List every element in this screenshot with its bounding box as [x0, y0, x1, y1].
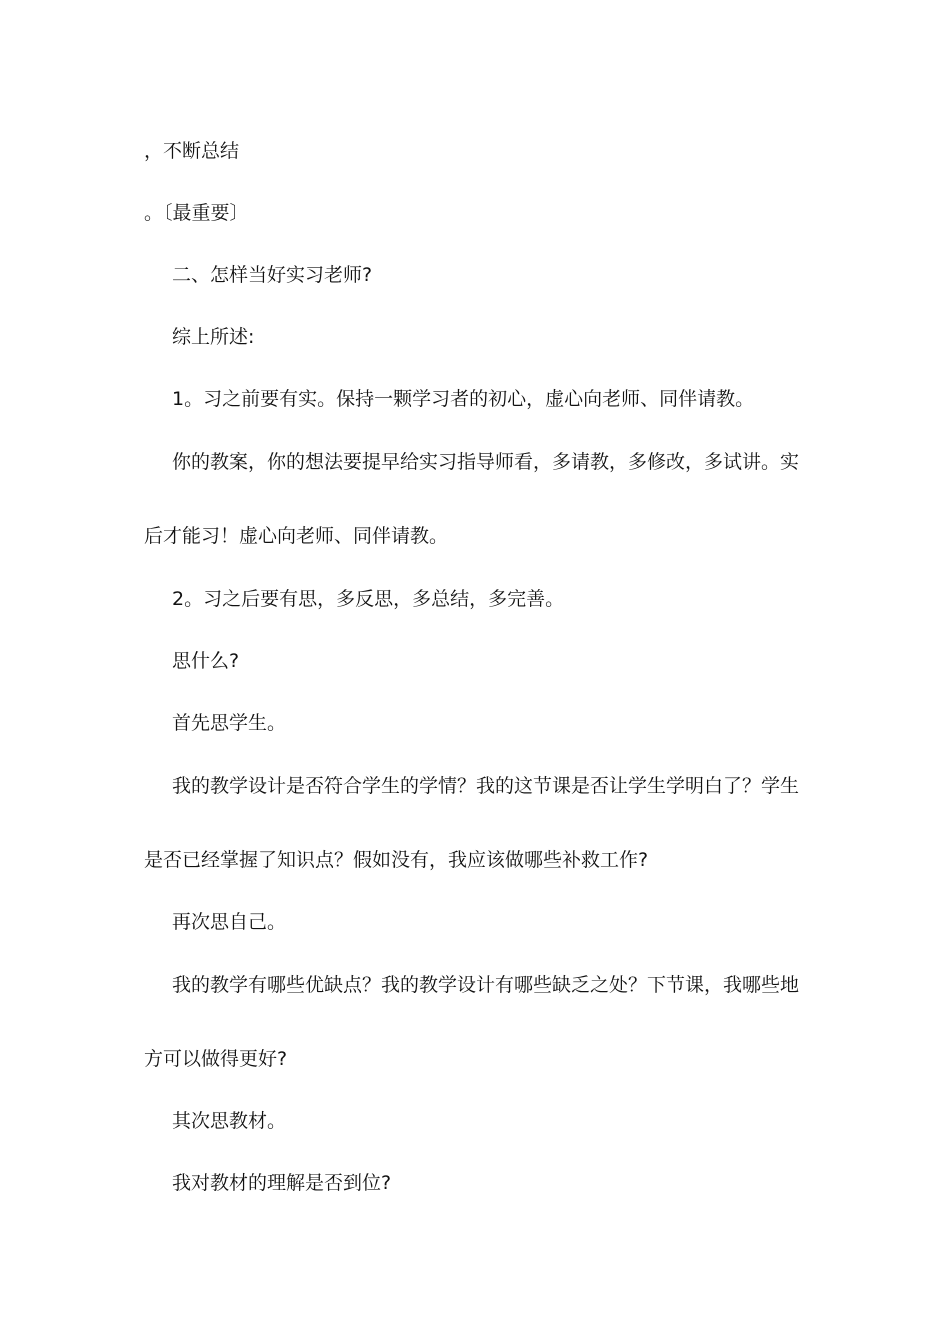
- text-line: 首先思学生。: [172, 712, 287, 734]
- text-line: ，不断总结: [144, 140, 240, 162]
- text-line: 方可以做得更好?: [144, 1048, 288, 1070]
- text-line: 我的教学有哪些优缺点？我的教学设计有哪些缺乏之处？下节课，我哪些地: [172, 974, 800, 996]
- list-item: 2。习之后要有思，多反思，多总结，多完善。: [172, 588, 565, 610]
- text-line: 思什么?: [172, 650, 240, 672]
- text-line: 我的教学设计是否符合学生的学情？我的这节课是否让学生学明白了？学生: [172, 775, 800, 797]
- text-line: 后才能习！虚心向老师、同伴请教。: [144, 525, 449, 547]
- text-line: 其次思教材。: [172, 1110, 287, 1132]
- section-heading: 二、怎样当好实习老师?: [172, 264, 373, 286]
- text-line: 再次思自己。: [172, 911, 287, 933]
- text-line: 我对教材的理解是否到位?: [172, 1172, 392, 1194]
- text-line: 你的教案，你的想法要提早给实习指导师看，多请教，多修改，多试讲。实: [172, 451, 800, 473]
- text-line: 是否已经掌握了知识点？假如没有，我应该做哪些补救工作?: [144, 849, 649, 871]
- text-line: 。〔最重要〕: [144, 202, 249, 224]
- text-line: 综上所述:: [172, 326, 255, 348]
- list-item: 1。习之前要有实。保持一颗学习者的初心，虚心向老师、同伴请教。: [172, 388, 755, 410]
